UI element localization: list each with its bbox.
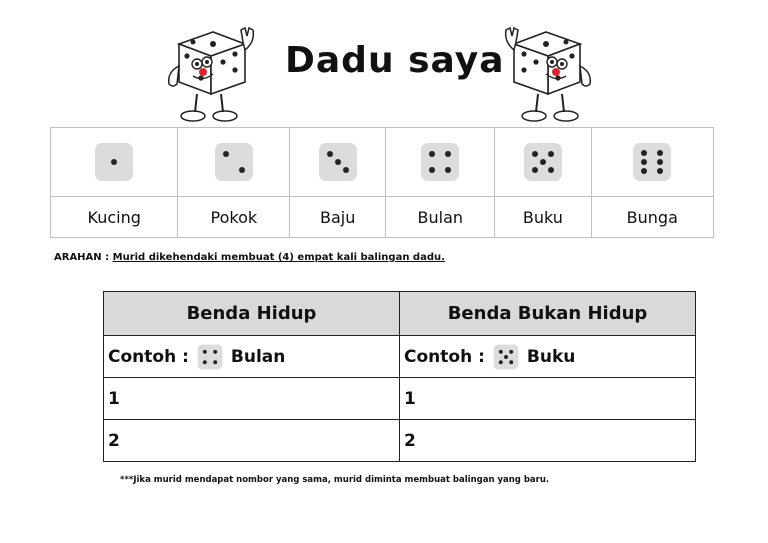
word-cell: Baju: [290, 197, 386, 238]
dice-body: [198, 344, 223, 369]
dice-pip: [445, 151, 451, 157]
example-left: [108, 344, 399, 370]
example-dice-5-icon: [493, 344, 519, 370]
answer-cell[interactable]: 1: [104, 378, 400, 420]
classification-table: [103, 291, 696, 462]
dice-pip: [111, 159, 117, 165]
dice-pip: [548, 151, 554, 157]
example-word: Buku: [526, 346, 576, 367]
dice-body: [633, 143, 671, 181]
dice-face-5-icon: [523, 142, 563, 182]
dice-pip: [548, 167, 554, 173]
dice-pip: [509, 349, 513, 353]
dice-face-1-icon: [94, 142, 134, 182]
dice-body: [215, 143, 253, 181]
dice-face-3-icon: [318, 142, 358, 182]
dice-pip: [445, 167, 451, 173]
dice-pip: [213, 360, 217, 364]
table-row: [104, 378, 696, 420]
dice-pip: [532, 151, 538, 157]
example-label: Contoh :: [108, 346, 189, 367]
dice-face-6-icon: [632, 142, 672, 182]
dice-pip: [203, 349, 207, 353]
example-right: [404, 344, 695, 370]
dice-mascot-right: [500, 22, 596, 124]
dice-face-4-icon: [420, 142, 460, 182]
dice-pip: [657, 150, 663, 156]
dice-pip: [429, 151, 435, 157]
example-label: Contoh :: [404, 346, 485, 367]
dice-face-2-icon: [214, 142, 254, 182]
dice-pip: [641, 159, 647, 165]
answer-cell[interactable]: 1: [400, 378, 696, 420]
dice-pip: [499, 349, 503, 353]
dice-pip: [657, 159, 663, 165]
dice-row: [51, 128, 714, 197]
dice-pip: [203, 360, 207, 364]
instruction-text: Murid dikehendaki membuat (4) empat kali balingan dadu.: [112, 252, 445, 263]
instruction: [54, 252, 445, 263]
word-cell: Pokok: [178, 197, 290, 238]
dice-pip: [429, 167, 435, 173]
word-cell: Buku: [495, 197, 591, 238]
word-cell: Bunga: [591, 197, 713, 238]
page-title: Dadu saya: [285, 40, 505, 81]
example-row: [104, 336, 696, 378]
dice-mascot-left: [163, 22, 259, 124]
dice-pip: [499, 360, 503, 364]
dice-pip: [657, 168, 663, 174]
dice-pip: [641, 168, 647, 174]
dice-pip: [213, 349, 217, 353]
answer-cell[interactable]: 2: [400, 420, 696, 462]
footnote: ***Jika murid mendapat nombor yang sama, murid diminta membuat balingan yang baru.: [120, 475, 550, 485]
answer-cell[interactable]: 2: [104, 420, 400, 462]
instruction-label: ARAHAN :: [54, 252, 113, 263]
word-cell: Kucing: [51, 197, 178, 238]
header-benda-bukan-hidup: Benda Bukan Hidup: [400, 292, 696, 336]
dice-pip: [540, 159, 546, 165]
dice-body: [421, 143, 459, 181]
dice-word-table: [50, 127, 714, 238]
example-word: Bulan: [230, 346, 286, 367]
dice-pip: [509, 360, 513, 364]
example-dice-4-icon: [197, 344, 223, 370]
header-benda-hidup: Benda Hidup: [104, 292, 400, 336]
dice-pip: [239, 167, 245, 173]
dice-pip: [532, 167, 538, 173]
header-row: [104, 292, 696, 336]
dice-pip: [641, 150, 647, 156]
dice-pip: [343, 167, 349, 173]
dice-pip: [335, 159, 341, 165]
dice-pip: [504, 355, 508, 359]
table-row: [104, 420, 696, 462]
dice-pip: [327, 151, 333, 157]
word-row: [51, 197, 714, 238]
word-cell: Bulan: [386, 197, 495, 238]
dice-pip: [223, 151, 229, 157]
